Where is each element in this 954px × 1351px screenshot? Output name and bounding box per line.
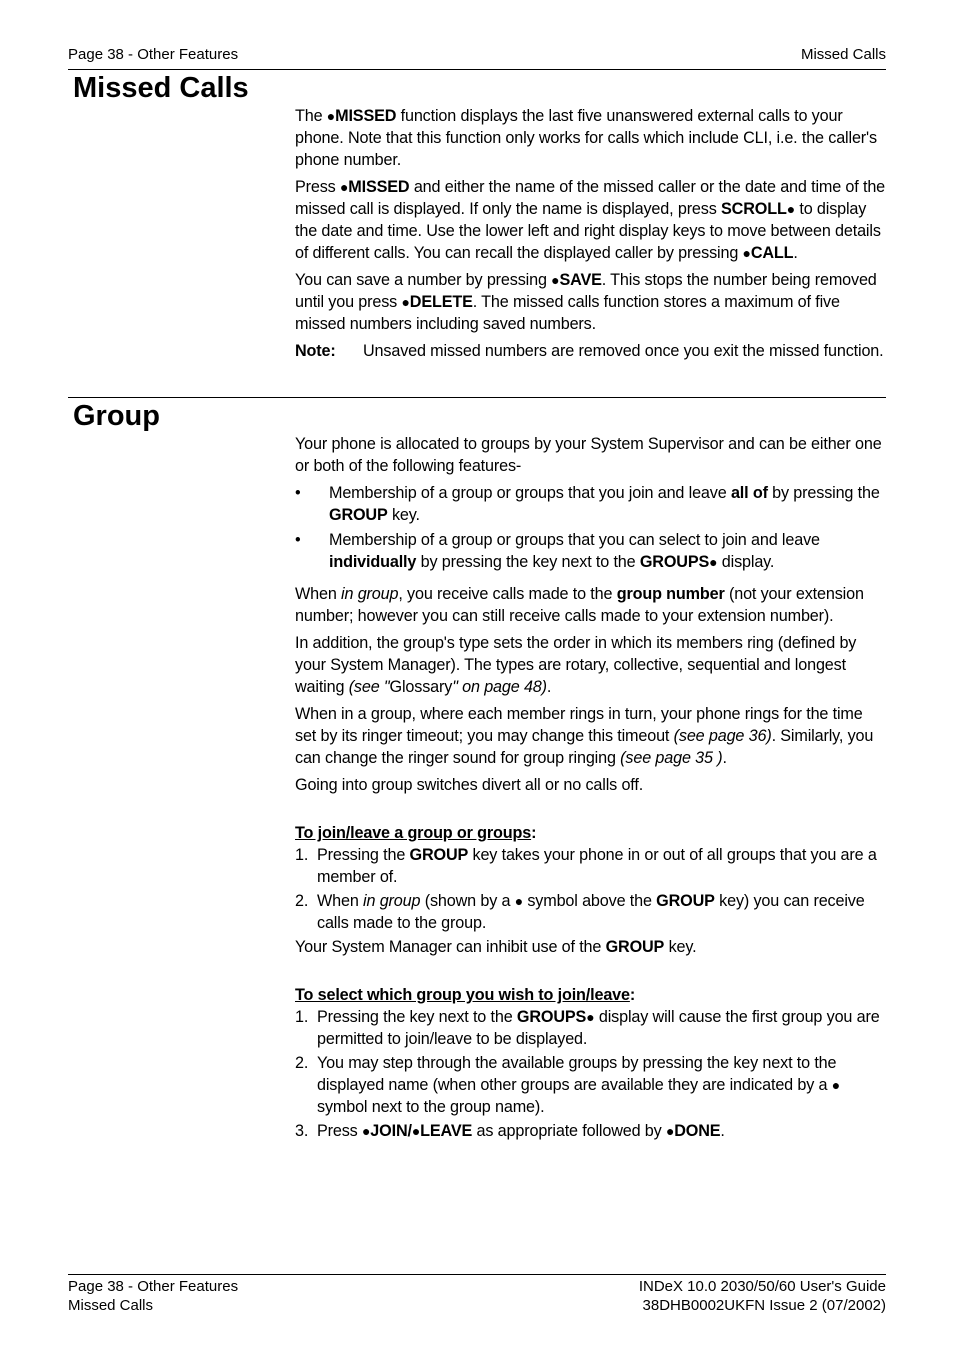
header-rule (68, 69, 886, 70)
bullet-dot-icon: ● (514, 893, 523, 909)
list-item: • Membership of a group or groups that you join and leave all of by pressing the GROUP key. (295, 484, 880, 524)
footer-left-line-2: Missed Calls (68, 1297, 154, 1314)
missed-calls-body (295, 105, 887, 362)
missed-paragraph-2: Press ●MISSED and either the name of the missed caller or the date and time of the missed call is displayed. If only the name is displayed, press SCROLL● to display the date and time. Use the lower left and right display keys to move between details of different calls. You can recall the displayed caller by pressing ●CALL. (295, 178, 886, 262)
bullet-dot-icon: ● (339, 179, 349, 195)
footer-left-line-1: Page 38 - Other Features (68, 1278, 239, 1295)
note-label: Note: (295, 342, 336, 360)
footer-right-line-1: INDeX 10.0 2030/50/60 User's Guide (638, 1278, 886, 1295)
list-item: 2. When in group (shown by a ● symbol above the GROUP key) you can receive calls made to the group. (295, 892, 865, 932)
join-leave-subheading: To join/leave a group or groups: (295, 824, 537, 842)
section-rule (68, 397, 886, 398)
join-leave-steps (295, 844, 887, 934)
missed-calls-heading: Missed Calls (73, 72, 249, 104)
group-bullet-list (295, 482, 887, 573)
bullet-icon: • (295, 531, 301, 549)
bullet-icon: • (295, 484, 301, 502)
bullet-dot-icon: ● (401, 294, 410, 310)
bullet-dot-icon: ● (709, 554, 718, 570)
list-item: 3. Press ●JOIN/●LEAVE as appropriate followed by ●DONE. (295, 1122, 725, 1140)
header-right: Missed Calls (800, 46, 886, 63)
missed-paragraph-3: You can save a number by pressing ●SAVE. This stops the number being removed until you press ●DELETE. The missed calls function stores a maximum of five missed numbers including saved numbers. (295, 271, 877, 333)
group-heading: Group (73, 400, 160, 432)
list-item: 2. You may step through the available groups by pressing the key next to the displayed name (when other groups are available they are indicated by a ● symbol next to the group name). (295, 1054, 841, 1116)
select-group-subheading: To select which group you wish to join/leave: (295, 986, 636, 1004)
header-left: Page 38 - Other Features (68, 46, 239, 63)
select-group-steps (295, 1006, 887, 1142)
footer-rule (68, 1274, 886, 1275)
group-paragraph-2: When in group, you receive calls made to the group number (not your extension number; however you can still receive calls made to your extension number). (295, 585, 864, 625)
missed-paragraph-1: The ●MISSED function displays the last five unanswered external calls to your phone. Note that this function only works for calls which include CLI, i.e. the caller's phone number. (295, 107, 877, 169)
group-paragraph-5: Going into group switches divert all or no calls off. (295, 776, 644, 794)
bullet-dot-icon: ● (831, 1077, 841, 1093)
missed-note (295, 340, 887, 362)
bullet-dot-icon: ● (742, 245, 751, 261)
group-paragraph-4: When in a group, where each member rings in turn, your phone rings for the time set by its ringer timeout; you may change this timeout (see page 36). Similarly, you can change the ringer sound for group ringing (see page 35 ). (295, 705, 874, 767)
bullet-dot-icon: ● (551, 272, 560, 288)
group-body (295, 433, 887, 1144)
group-paragraph-3: In addition, the group's type sets the order in which its members ring (defined by your System Manager). The types are rotary, collective, sequential and longest waiting (see "Glossary" on page 48). (295, 634, 857, 696)
bullet-dot-icon: ● (586, 1009, 595, 1025)
list-item: 1. Pressing the key next to the GROUPS● display will cause the first group you are permitted to join/leave to be displayed. (295, 1008, 880, 1048)
group-paragraph-6: Your System Manager can inhibit use of the GROUP key. (295, 938, 697, 956)
bullet-dot-icon: ● (361, 1123, 371, 1139)
list-item: • Membership of a group or groups that you can select to join and leave individually by pressing the key next to the GROUPS● display. (295, 531, 820, 571)
bullet-dot-icon: ● (665, 1123, 675, 1139)
bullet-dot-icon: ● (326, 108, 336, 124)
note-text: Unsaved missed numbers are removed once you exit the missed function. (363, 342, 884, 360)
group-paragraph-1: Your phone is allocated to groups by your System Supervisor and can be either one or both of the following features- (295, 435, 882, 475)
list-item: 1. Pressing the GROUP key takes your phone in or out of all groups that you are a member of. (295, 846, 877, 886)
bullet-dot-icon: ● (786, 201, 795, 217)
footer-right-line-2: 38DHB0002UKFN Issue 2 (07/2002) (642, 1297, 886, 1314)
bullet-dot-icon: ● (411, 1123, 421, 1139)
